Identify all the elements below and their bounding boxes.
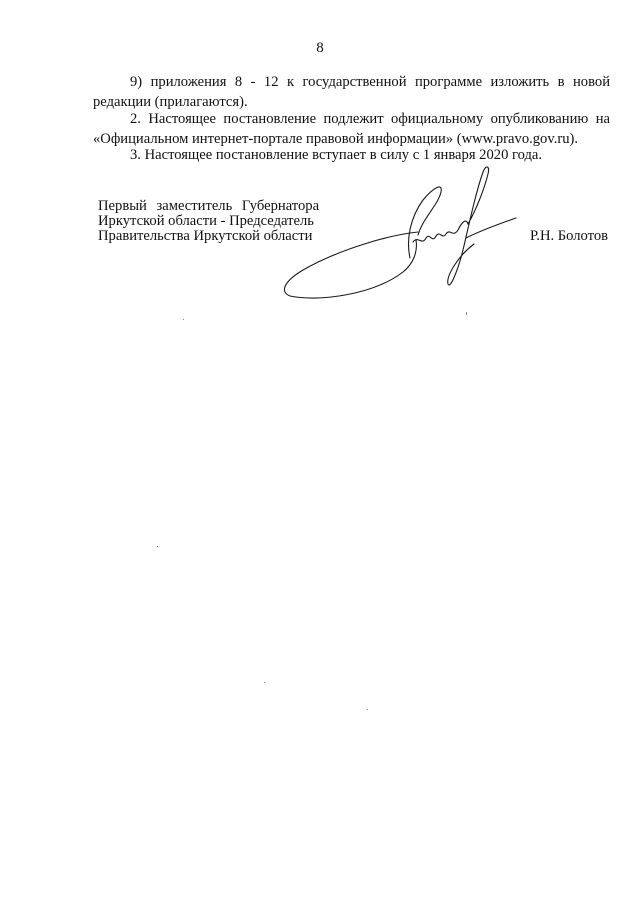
scan-speck bbox=[157, 546, 158, 547]
signer-name: Р.Н. Болотов bbox=[530, 228, 609, 244]
paragraph-item-9: 9) приложения 8 - 12 к государственной программе изложить в новой редакции (прилагаются). bbox=[93, 74, 610, 110]
signer-title-line-3: Правительства Иркутской области bbox=[98, 228, 313, 244]
handwritten-signature bbox=[278, 160, 524, 320]
paragraph-publication: 2. Настоящее постановление подлежит официальному опубликованию на «Официальном интернет-портале правовой информации» (www.pravo.gov.ru). bbox=[93, 111, 610, 147]
signer-title-line-1: Первый заместитель Губернатора bbox=[98, 198, 320, 214]
paragraph-effective-date: 3. Настоящее постановление вступает в силу с 1 января 2020 года. bbox=[130, 147, 543, 163]
signer-title-line-2: Иркутской области - Председатель bbox=[98, 213, 314, 229]
scan-speck bbox=[466, 312, 467, 315]
scan-speck bbox=[183, 319, 184, 320]
scan-speck bbox=[367, 709, 368, 710]
page-number: 8 bbox=[316, 40, 324, 56]
scan-speck bbox=[264, 682, 265, 683]
